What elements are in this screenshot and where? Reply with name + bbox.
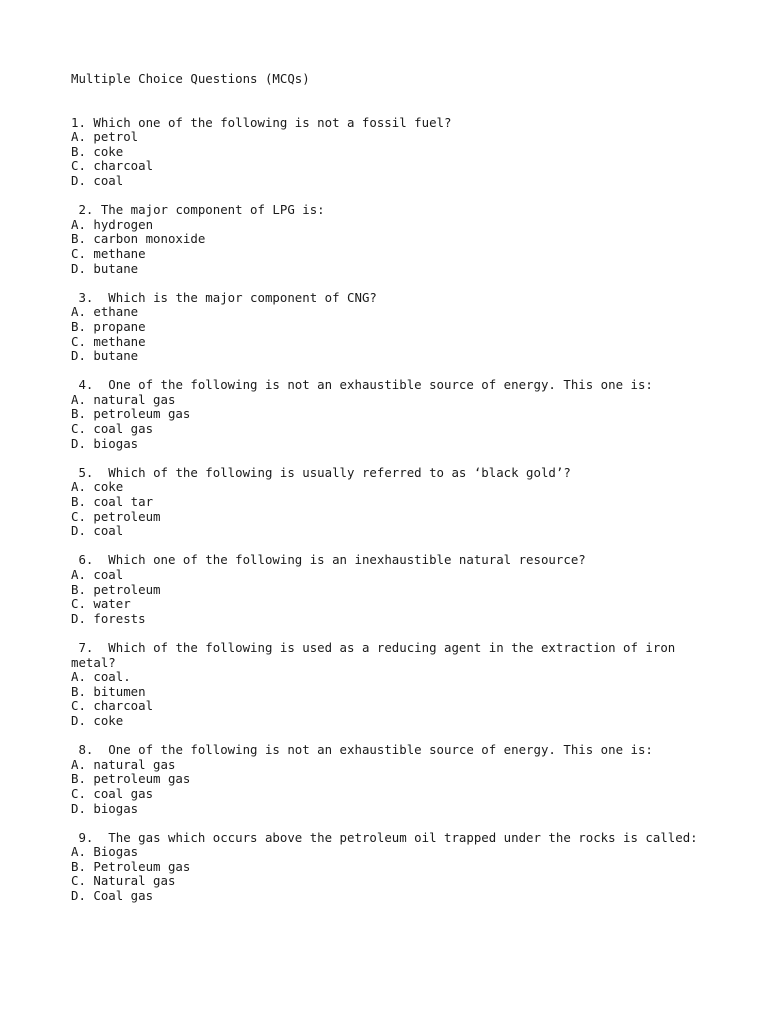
question-text: 1. Which one of the following is not a fossil fuel? bbox=[71, 114, 452, 130]
answer-option: C. Natural gas bbox=[71, 873, 176, 889]
question-block bbox=[71, 553, 711, 626]
answer-option: C. charcoal bbox=[71, 158, 154, 174]
answer-option: D. coal bbox=[71, 523, 124, 539]
answer-option: A. petrol bbox=[71, 129, 139, 145]
answer-option: B. Petroleum gas bbox=[71, 858, 191, 874]
question-text: 8. One of the following is not an exhaustible source of energy. This one is: bbox=[71, 742, 653, 758]
answer-option: D. coal bbox=[71, 172, 124, 188]
document-title: Multiple Choice Questions (MCQs) bbox=[71, 71, 310, 86]
question-block bbox=[71, 203, 711, 276]
answer-option: A. coal bbox=[71, 567, 124, 582]
answer-option: C. coal gas bbox=[71, 785, 154, 801]
question-block bbox=[71, 831, 711, 904]
question-text: 6. Which one of the following is an inexhaustible natural resource? bbox=[71, 552, 586, 568]
answer-option: D. forests bbox=[71, 610, 146, 626]
question-text: 2. The major component of LPG is: bbox=[71, 202, 325, 218]
answer-option: A. ethane bbox=[71, 304, 139, 320]
answer-option: B. carbon monoxide bbox=[71, 231, 206, 247]
answer-option: D. biogas bbox=[71, 435, 139, 451]
answer-option: A. Biogas bbox=[71, 844, 139, 860]
question-text: 3. Which is the major component of CNG? bbox=[71, 289, 377, 305]
answer-option: C. coal gas bbox=[71, 421, 154, 437]
answer-option: B. coke bbox=[71, 143, 124, 159]
question-text: 4. One of the following is not an exhaustible source of energy. This one is: bbox=[71, 377, 653, 393]
answer-option: C. methane bbox=[71, 333, 146, 349]
answer-option: D. butane bbox=[71, 260, 139, 276]
answer-option: B. petroleum bbox=[71, 581, 161, 597]
question-text: 9. The gas which occurs above the petroleum oil trapped under the rocks is called: bbox=[71, 829, 698, 845]
answer-option: C. methane bbox=[71, 245, 146, 261]
answer-option: C. petroleum bbox=[71, 508, 161, 524]
question-list bbox=[71, 116, 711, 904]
question-block bbox=[71, 378, 711, 451]
answer-option: B. petroleum gas bbox=[71, 771, 191, 787]
question-block bbox=[71, 116, 711, 189]
document-page bbox=[71, 72, 711, 918]
answer-option: D. butane bbox=[71, 348, 139, 364]
answer-option: A. coal. bbox=[71, 669, 131, 685]
answer-option: B. coal tar bbox=[71, 494, 154, 510]
answer-option: A. coke bbox=[71, 479, 124, 495]
question-text: 7. Which of the following is used as a reducing agent in the extraction of iron metal? bbox=[71, 639, 683, 670]
answer-option: D. Coal gas bbox=[71, 888, 154, 904]
question-block bbox=[71, 466, 711, 539]
question-text: 5. Which of the following is usually referred to as ‘black gold’? bbox=[71, 464, 571, 480]
question-block bbox=[71, 641, 711, 729]
answer-option: A. hydrogen bbox=[71, 216, 154, 232]
question-block bbox=[71, 291, 711, 364]
answer-option: D. biogas bbox=[71, 800, 139, 816]
answer-option: D. coke bbox=[71, 712, 124, 728]
answer-option: A. natural gas bbox=[71, 756, 176, 772]
answer-option: B. bitumen bbox=[71, 683, 146, 699]
answer-option: A. natural gas bbox=[71, 391, 176, 407]
answer-option: C. charcoal bbox=[71, 698, 154, 714]
answer-option: B. petroleum gas bbox=[71, 406, 191, 422]
answer-option: C. water bbox=[71, 596, 131, 612]
question-block bbox=[71, 743, 711, 816]
answer-option: B. propane bbox=[71, 318, 146, 334]
